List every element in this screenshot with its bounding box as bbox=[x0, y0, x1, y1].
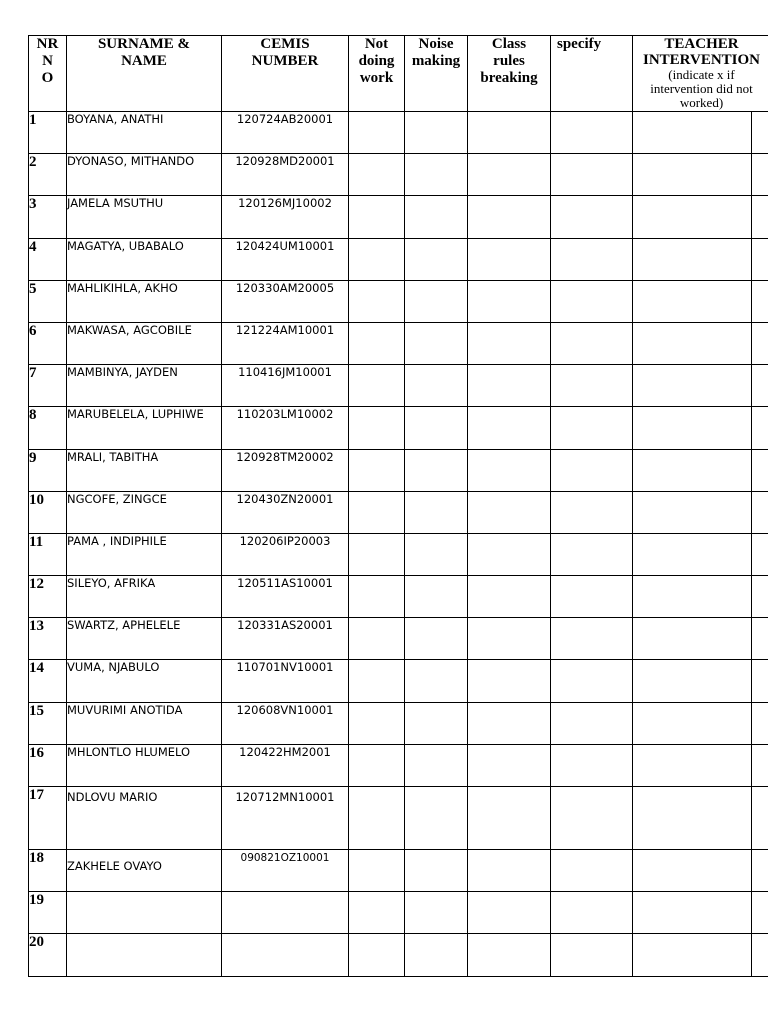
extra-cell bbox=[752, 154, 768, 196]
table-row bbox=[29, 744, 768, 786]
noise-making-cell bbox=[405, 618, 468, 660]
not-doing-work-cell bbox=[349, 744, 405, 786]
learner-name: MARUBELELA, LUPHIWE bbox=[67, 407, 222, 449]
learner-name: MAKWASA, AGCOBILE bbox=[67, 322, 222, 364]
specify-cell bbox=[551, 702, 633, 744]
not-doing-work-cell bbox=[349, 491, 405, 533]
teacher-intervention-cell bbox=[633, 491, 752, 533]
class-rules-breaking-cell bbox=[468, 660, 551, 702]
extra-cell bbox=[752, 365, 768, 407]
class-rules-breaking-cell bbox=[468, 449, 551, 491]
noise-making-cell bbox=[405, 660, 468, 702]
teacher-intervention-cell bbox=[633, 365, 752, 407]
teacher-intervention-cell bbox=[633, 892, 752, 934]
learner-name: VUMA, NJABULO bbox=[67, 660, 222, 702]
learner-name: MRALI, TABITHA bbox=[67, 449, 222, 491]
row-number: 4 bbox=[29, 238, 67, 280]
noise-making-cell bbox=[405, 787, 468, 850]
header-surname-name: SURNAME & NAME bbox=[67, 36, 222, 112]
teacher-intervention-cell bbox=[633, 407, 752, 449]
teacher-intervention-cell bbox=[633, 744, 752, 786]
extra-cell bbox=[752, 787, 768, 850]
extra-cell bbox=[752, 449, 768, 491]
class-rules-breaking-cell bbox=[468, 491, 551, 533]
not-doing-work-cell bbox=[349, 196, 405, 238]
noise-making-cell bbox=[405, 934, 468, 976]
row-number: 16 bbox=[29, 744, 67, 786]
not-doing-work-cell bbox=[349, 112, 405, 154]
extra-cell bbox=[752, 238, 768, 280]
teacher-intervention-cell bbox=[633, 850, 752, 892]
cemis-number: 110416JM10001 bbox=[222, 365, 349, 407]
table-row bbox=[29, 280, 768, 322]
not-doing-work-cell bbox=[349, 787, 405, 850]
noise-making-cell bbox=[405, 196, 468, 238]
class-rules-breaking-cell bbox=[468, 280, 551, 322]
extra-cell bbox=[752, 576, 768, 618]
teacher-intervention-cell bbox=[633, 576, 752, 618]
header-noise-making: Noise making bbox=[405, 36, 468, 112]
row-number: 2 bbox=[29, 154, 67, 196]
row-number: 9 bbox=[29, 449, 67, 491]
cemis-number bbox=[222, 892, 349, 934]
cemis-number: 120331AS20001 bbox=[222, 618, 349, 660]
row-number: 14 bbox=[29, 660, 67, 702]
class-rules-breaking-cell bbox=[468, 365, 551, 407]
cemis-number: 110701NV10001 bbox=[222, 660, 349, 702]
cemis-number: 120430ZN20001 bbox=[222, 491, 349, 533]
noise-making-cell bbox=[405, 407, 468, 449]
header-not-doing-work: Not doing work bbox=[349, 36, 405, 112]
header-nr: NR N O bbox=[29, 36, 67, 112]
noise-making-cell bbox=[405, 850, 468, 892]
specify-cell bbox=[551, 280, 633, 322]
row-number: 20 bbox=[29, 934, 67, 976]
class-rules-breaking-cell bbox=[468, 576, 551, 618]
class-rules-breaking-cell bbox=[468, 787, 551, 850]
row-number: 19 bbox=[29, 892, 67, 934]
noise-making-cell bbox=[405, 533, 468, 575]
teacher-intervention-cell bbox=[633, 533, 752, 575]
extra-cell bbox=[752, 196, 768, 238]
class-rules-breaking-cell bbox=[468, 533, 551, 575]
cemis-number bbox=[222, 934, 349, 976]
table-row bbox=[29, 112, 768, 154]
cemis-number: 120206IP20003 bbox=[222, 533, 349, 575]
cemis-number: 120330AM20005 bbox=[222, 280, 349, 322]
extra-cell bbox=[752, 892, 768, 934]
row-number: 8 bbox=[29, 407, 67, 449]
noise-making-cell bbox=[405, 702, 468, 744]
extra-cell bbox=[752, 744, 768, 786]
not-doing-work-cell bbox=[349, 660, 405, 702]
learner-name: PAMA , INDIPHILE bbox=[67, 533, 222, 575]
cemis-number: 121224AM10001 bbox=[222, 322, 349, 364]
table-row bbox=[29, 618, 768, 660]
table-row bbox=[29, 196, 768, 238]
extra-cell bbox=[752, 702, 768, 744]
specify-cell bbox=[551, 449, 633, 491]
table-row bbox=[29, 533, 768, 575]
class-rules-breaking-cell bbox=[468, 407, 551, 449]
teacher-intervention-cell bbox=[633, 787, 752, 850]
table-row bbox=[29, 892, 768, 934]
specify-cell bbox=[551, 618, 633, 660]
cemis-number: 120511AS10001 bbox=[222, 576, 349, 618]
learner-name: MAHLIKIHLA, AKHO bbox=[67, 280, 222, 322]
extra-cell bbox=[752, 533, 768, 575]
class-rules-breaking-cell bbox=[468, 154, 551, 196]
not-doing-work-cell bbox=[349, 238, 405, 280]
learner-name: MAMBINYA, JAYDEN bbox=[67, 365, 222, 407]
header-teacher-intervention-title: TEACHER INTERVENTION bbox=[643, 36, 760, 68]
cemis-number: 120422HM2001 bbox=[222, 744, 349, 786]
extra-cell bbox=[752, 618, 768, 660]
cemis-number: 120712MN10001 bbox=[222, 787, 349, 850]
class-rules-breaking-cell bbox=[468, 892, 551, 934]
row-number: 18 bbox=[29, 850, 67, 892]
teacher-intervention-cell bbox=[633, 112, 752, 154]
not-doing-work-cell bbox=[349, 407, 405, 449]
specify-cell bbox=[551, 576, 633, 618]
class-rules-breaking-cell bbox=[468, 322, 551, 364]
learner-name bbox=[67, 892, 222, 934]
table-row bbox=[29, 934, 768, 976]
teacher-intervention-cell bbox=[633, 702, 752, 744]
row-number: 7 bbox=[29, 365, 67, 407]
noise-making-cell bbox=[405, 576, 468, 618]
table-row bbox=[29, 850, 768, 892]
learner-name: MHLONTLO HLUMELO bbox=[67, 744, 222, 786]
table-row bbox=[29, 322, 768, 364]
row-number: 3 bbox=[29, 196, 67, 238]
extra-cell bbox=[752, 850, 768, 892]
class-rules-breaking-cell bbox=[468, 238, 551, 280]
cemis-number: 120928MD20001 bbox=[222, 154, 349, 196]
specify-cell bbox=[551, 850, 633, 892]
teacher-intervention-cell bbox=[633, 660, 752, 702]
row-number: 10 bbox=[29, 491, 67, 533]
not-doing-work-cell bbox=[349, 892, 405, 934]
specify-cell bbox=[551, 322, 633, 364]
specify-cell bbox=[551, 491, 633, 533]
teacher-intervention-cell bbox=[633, 196, 752, 238]
specify-cell bbox=[551, 787, 633, 850]
extra-cell bbox=[752, 491, 768, 533]
not-doing-work-cell bbox=[349, 702, 405, 744]
row-number: 11 bbox=[29, 533, 67, 575]
teacher-intervention-cell bbox=[633, 238, 752, 280]
class-rules-breaking-cell bbox=[468, 934, 551, 976]
teacher-intervention-cell bbox=[633, 449, 752, 491]
noise-making-cell bbox=[405, 322, 468, 364]
teacher-intervention-cell bbox=[633, 322, 752, 364]
specify-cell bbox=[551, 112, 633, 154]
noise-making-cell bbox=[405, 892, 468, 934]
extra-cell bbox=[752, 280, 768, 322]
specify-cell bbox=[551, 365, 633, 407]
teacher-intervention-cell bbox=[633, 618, 752, 660]
cemis-number: 120608VN10001 bbox=[222, 702, 349, 744]
learner-name: ZAKHELE OVAYO bbox=[67, 850, 222, 892]
table-row bbox=[29, 576, 768, 618]
teacher-intervention-cell bbox=[633, 934, 752, 976]
extra-cell bbox=[752, 112, 768, 154]
specify-cell bbox=[551, 196, 633, 238]
extra-cell bbox=[752, 322, 768, 364]
not-doing-work-cell bbox=[349, 850, 405, 892]
teacher-intervention-cell bbox=[633, 280, 752, 322]
class-rules-breaking-cell bbox=[468, 850, 551, 892]
not-doing-work-cell bbox=[349, 154, 405, 196]
cemis-number: 120928TM20002 bbox=[222, 449, 349, 491]
learner-name: NGCOFE, ZINGCE bbox=[67, 491, 222, 533]
not-doing-work-cell bbox=[349, 449, 405, 491]
extra-cell bbox=[752, 407, 768, 449]
learner-name: SWARTZ, APHELELE bbox=[67, 618, 222, 660]
header-teacher-intervention-note: (indicate x if intervention did not worked) bbox=[650, 67, 753, 110]
table-row bbox=[29, 238, 768, 280]
specify-cell bbox=[551, 407, 633, 449]
noise-making-cell bbox=[405, 449, 468, 491]
learner-name: MAGATYA, UBABALO bbox=[67, 238, 222, 280]
learner-name: NDLOVU MARIO bbox=[67, 787, 222, 850]
table-row bbox=[29, 449, 768, 491]
learner-name: MUVURIMI ANOTIDA bbox=[67, 702, 222, 744]
class-rules-breaking-cell bbox=[468, 112, 551, 154]
not-doing-work-cell bbox=[349, 618, 405, 660]
specify-cell bbox=[551, 154, 633, 196]
header-specify: specify bbox=[551, 36, 633, 112]
not-doing-work-cell bbox=[349, 365, 405, 407]
class-rules-breaking-cell bbox=[468, 702, 551, 744]
specify-cell bbox=[551, 892, 633, 934]
not-doing-work-cell bbox=[349, 280, 405, 322]
noise-making-cell bbox=[405, 365, 468, 407]
table-row bbox=[29, 787, 768, 850]
header-cemis-number: CEMIS NUMBER bbox=[222, 36, 349, 112]
table-row bbox=[29, 702, 768, 744]
teacher-intervention-cell bbox=[633, 154, 752, 196]
noise-making-cell bbox=[405, 280, 468, 322]
header-row bbox=[29, 36, 768, 112]
learner-name bbox=[67, 934, 222, 976]
table-row bbox=[29, 365, 768, 407]
row-number: 12 bbox=[29, 576, 67, 618]
cemis-number: 120724AB20001 bbox=[222, 112, 349, 154]
specify-cell bbox=[551, 934, 633, 976]
extra-cell bbox=[752, 660, 768, 702]
noise-making-cell bbox=[405, 491, 468, 533]
learner-name: SILEYO, AFRIKA bbox=[67, 576, 222, 618]
header-teacher-intervention bbox=[633, 36, 768, 112]
learner-name: DYONASO, MITHANDO bbox=[67, 154, 222, 196]
table-row bbox=[29, 491, 768, 533]
class-rules-breaking-cell bbox=[468, 744, 551, 786]
cemis-number: 110203LM10002 bbox=[222, 407, 349, 449]
table-row bbox=[29, 154, 768, 196]
row-number: 15 bbox=[29, 702, 67, 744]
specify-cell bbox=[551, 533, 633, 575]
cemis-number: 090821OZ10001 bbox=[222, 850, 349, 892]
class-rules-breaking-cell bbox=[468, 196, 551, 238]
learner-name: JAMELA MSUTHU bbox=[67, 196, 222, 238]
noise-making-cell bbox=[405, 112, 468, 154]
cemis-number: 120126MJ10002 bbox=[222, 196, 349, 238]
header-class-rules-breaking: Class rules breaking bbox=[468, 36, 551, 112]
not-doing-work-cell bbox=[349, 533, 405, 575]
row-number: 17 bbox=[29, 787, 67, 850]
learner-name: BOYANA, ANATHI bbox=[67, 112, 222, 154]
specify-cell bbox=[551, 744, 633, 786]
noise-making-cell bbox=[405, 238, 468, 280]
not-doing-work-cell bbox=[349, 322, 405, 364]
cemis-number: 120424UM10001 bbox=[222, 238, 349, 280]
row-number: 1 bbox=[29, 112, 67, 154]
row-number: 6 bbox=[29, 322, 67, 364]
specify-cell bbox=[551, 660, 633, 702]
row-number: 5 bbox=[29, 280, 67, 322]
noise-making-cell bbox=[405, 744, 468, 786]
specify-cell bbox=[551, 238, 633, 280]
learner-behaviour-register-table bbox=[28, 35, 768, 977]
noise-making-cell bbox=[405, 154, 468, 196]
not-doing-work-cell bbox=[349, 576, 405, 618]
class-rules-breaking-cell bbox=[468, 618, 551, 660]
not-doing-work-cell bbox=[349, 934, 405, 976]
row-number: 13 bbox=[29, 618, 67, 660]
table-row bbox=[29, 407, 768, 449]
table-row bbox=[29, 660, 768, 702]
extra-cell bbox=[752, 934, 768, 976]
